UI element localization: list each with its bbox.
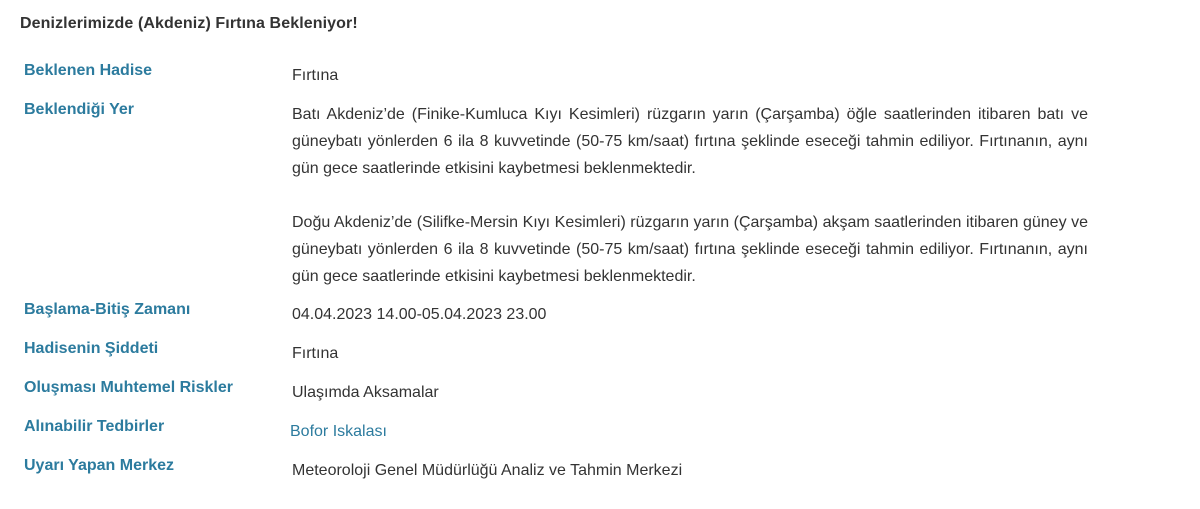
- location-value: [292, 101, 1088, 290]
- center-value: Meteoroloji Genel Müdürlüğü Analiz ve Tahmin Merkezi: [292, 462, 683, 479]
- severity-label: Hadisenin Şiddeti: [24, 340, 159, 357]
- location-paragraph-east: Doğu Akdeniz’de (Silifke-Mersin Kıyı Kesimleri) rüzgarın yarın (Çarşamba) akşam saatlerinden itibaren güney ve güneybatı yönlerden 6 ila 8 kuvvetinde (50-75 km/saat) fırtına şeklinde eseceği tahmin ediliyor. Fırtınanın, aynı gün gece saatlerinde etkisini kaybetmesi beklenmektedir.: [292, 214, 1088, 285]
- time-value: 04.04.2023 14.00-05.04.2023 23.00: [292, 306, 547, 323]
- measures-value: [290, 418, 1086, 445]
- location-label: Beklendiği Yer: [24, 101, 134, 118]
- bofor-scale-link[interactable]: Bofor Iskalası: [290, 423, 387, 440]
- event-value: Fırtına: [292, 67, 339, 84]
- page-title: Denizlerimizde (Akdeniz) Fırtına Bekleniyor!: [20, 15, 358, 32]
- risks-value: Ulaşımda Aksamalar: [292, 384, 439, 401]
- location-paragraph-west: Batı Akdeniz’de (Finike-Kumluca Kıyı Kesimleri) rüzgarın yarın (Çarşamba) öğle saatlerinden itibaren batı ve güneybatı yönlerden 6 ila 8 kuvvetinde (50-75 km/saat) fırtına şeklinde eseceği tahmin ediliyor. Fırtınanın, aynı gün gece saatlerinde etkisini kaybetmesi beklenmektedir.: [292, 106, 1088, 177]
- measures-label: Alınabilir Tedbirler: [24, 418, 165, 435]
- event-label: Beklenen Hadise: [24, 62, 153, 79]
- time-label: Başlama-Bitiş Zamanı: [24, 301, 191, 318]
- center-label: Uyarı Yapan Merkez: [24, 457, 175, 474]
- risks-label: Oluşması Muhtemel Riskler: [24, 379, 233, 396]
- severity-value: Fırtına: [292, 345, 339, 362]
